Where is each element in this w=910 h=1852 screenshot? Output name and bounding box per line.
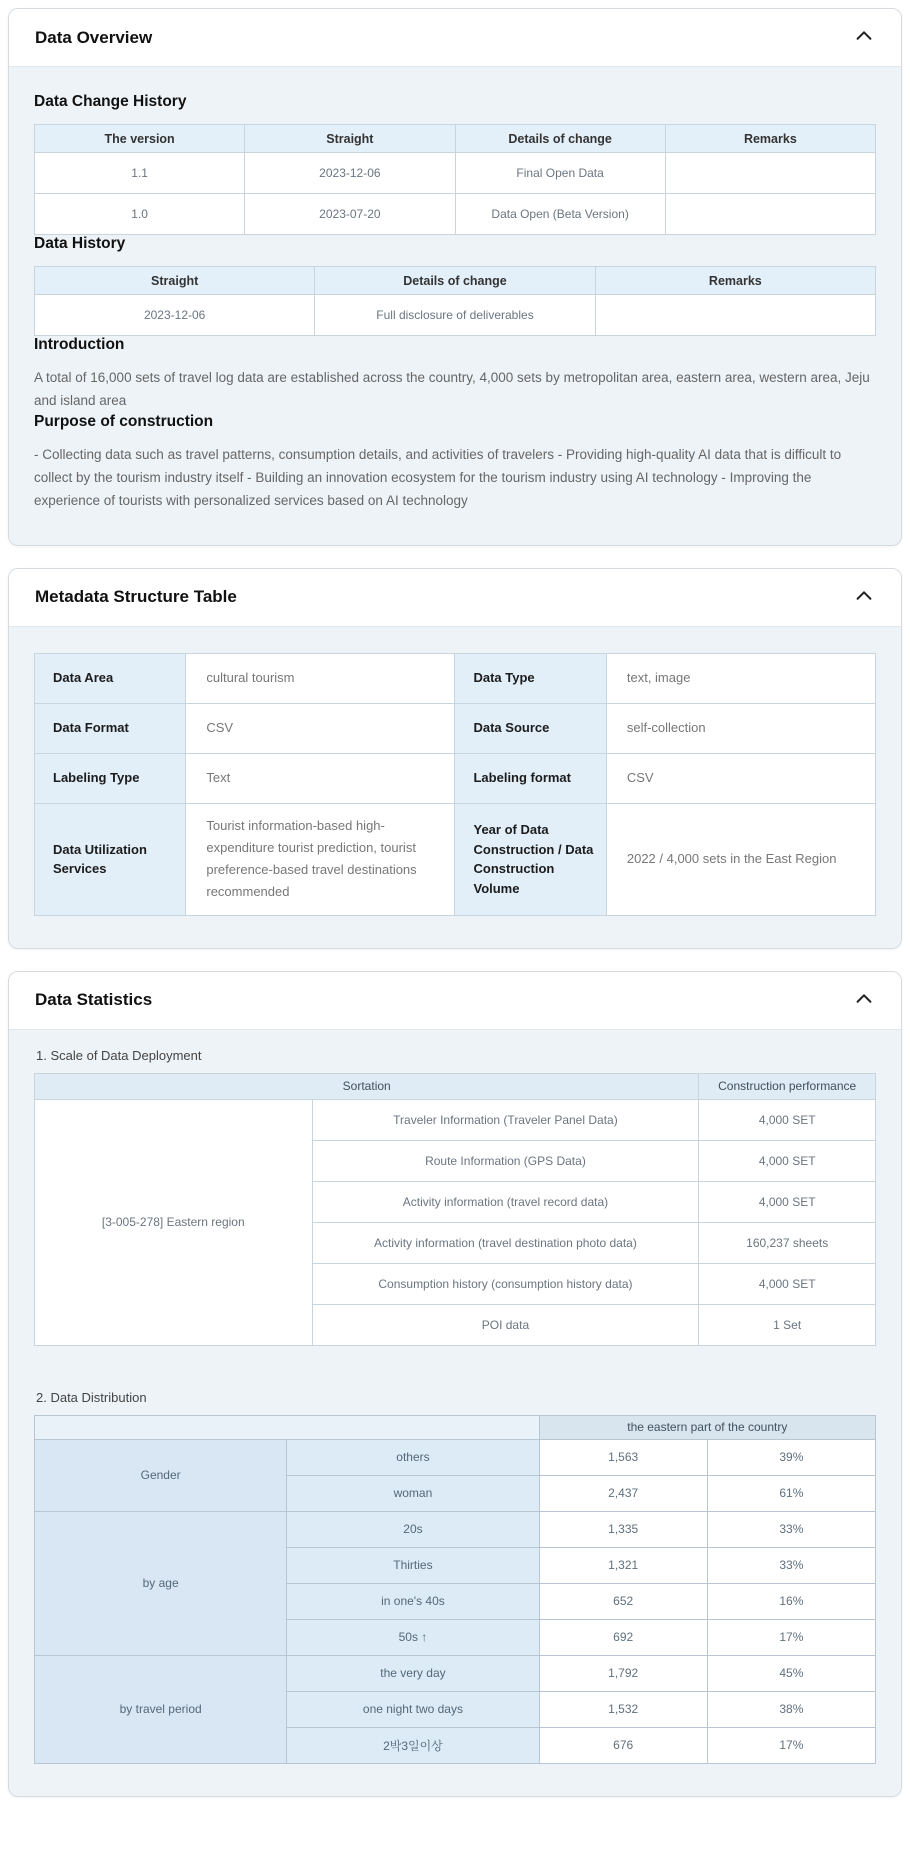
- meta-label: Data Source: [455, 703, 606, 753]
- collapse-button[interactable]: [853, 25, 875, 50]
- cell-category: 50s ↑: [287, 1619, 539, 1655]
- table-row: [35, 1439, 876, 1475]
- cell-group: by age: [35, 1511, 287, 1655]
- cell-count: 1,563: [539, 1439, 707, 1475]
- meta-label: Labeling format: [455, 753, 606, 803]
- data-statistics-panel: [8, 971, 902, 1797]
- cell-percent: 17%: [707, 1727, 875, 1763]
- cell-value: 1 Set: [699, 1304, 876, 1345]
- table-row: [35, 1099, 876, 1140]
- cell-details: Full disclosure of deliverables: [315, 295, 595, 336]
- column-header-blank: [35, 1415, 540, 1439]
- deployment-table: [34, 1073, 876, 1346]
- meta-label: Data Type: [455, 653, 606, 703]
- purpose-text: - Collecting data such as travel patterns, consumption details, and activities of travelers - Providing high-quality AI data that is difficult to collect by the tourism industry itself - Building an innovation ecosystem for the tourism industry using AI technology - Improving the experience of tourists with personalized services based on AI technology: [34, 446, 842, 508]
- cell-remarks: [665, 153, 875, 194]
- cell-category: the very day: [287, 1655, 539, 1691]
- panel-title: Metadata Structure Table: [35, 587, 237, 607]
- data-history-table: [34, 266, 876, 336]
- cell-percent: 61%: [707, 1475, 875, 1511]
- cell-version: 1.0: [35, 194, 245, 235]
- cell-remarks: [595, 295, 875, 336]
- metadata-panel: [8, 568, 902, 949]
- cell-category: 2박3일이상: [287, 1727, 539, 1763]
- cell-count: 1,335: [539, 1511, 707, 1547]
- meta-value: Text: [186, 753, 455, 803]
- meta-value: CSV: [606, 753, 875, 803]
- table-row: [35, 295, 876, 336]
- table-header-row: [35, 1073, 876, 1099]
- cell-percent: 16%: [707, 1583, 875, 1619]
- table-row: [35, 703, 876, 753]
- column-header: Details of change: [315, 267, 595, 295]
- table-row: [35, 1511, 876, 1547]
- metadata-header[interactable]: [9, 569, 901, 626]
- cell-percent: 45%: [707, 1655, 875, 1691]
- meta-value: Tourist information-based high-expenditure tourist prediction, tourist preference-based travel destinations recommended: [186, 803, 455, 915]
- table-header-row: [35, 1415, 876, 1439]
- cell-region: [3-005-278] Eastern region: [35, 1099, 313, 1345]
- cell-category: in one's 40s: [287, 1583, 539, 1619]
- cell-value: 4,000 SET: [699, 1263, 876, 1304]
- cell-count: 692: [539, 1619, 707, 1655]
- meta-value: text, image: [606, 653, 875, 703]
- collapse-button[interactable]: [853, 988, 875, 1013]
- cell-count: 652: [539, 1583, 707, 1619]
- metadata-table: [34, 653, 876, 916]
- data-history-heading: Data History: [34, 235, 126, 252]
- chevron-up-icon: [853, 988, 875, 1013]
- cell-value: 4,000 SET: [699, 1181, 876, 1222]
- column-header-sortation: Sortation: [35, 1073, 699, 1099]
- change-history-heading: Data Change History: [34, 93, 187, 110]
- cell-percent: 33%: [707, 1511, 875, 1547]
- cell-group: Gender: [35, 1439, 287, 1511]
- cell-version: 1.1: [35, 153, 245, 194]
- cell-date: 2023-12-06: [35, 295, 315, 336]
- data-overview-body: [9, 66, 901, 545]
- data-overview-header[interactable]: [9, 9, 901, 66]
- deployment-heading: 1. Scale of Data Deployment: [36, 1047, 202, 1063]
- column-header: Straight: [35, 267, 315, 295]
- table-row: [35, 753, 876, 803]
- cell-count: 1,321: [539, 1547, 707, 1583]
- introduction-heading: Introduction: [34, 336, 125, 353]
- meta-value: self-collection: [606, 703, 875, 753]
- table-row: [35, 153, 876, 194]
- data-overview-panel: [8, 8, 902, 546]
- panel-title: Data Statistics: [35, 990, 153, 1010]
- table-header-row: [35, 125, 876, 153]
- cell-category: one night two days: [287, 1691, 539, 1727]
- cell-value: 160,237 sheets: [699, 1222, 876, 1263]
- meta-value: CSV: [186, 703, 455, 753]
- table-row: [35, 194, 876, 235]
- cell-count: 1,532: [539, 1691, 707, 1727]
- cell-item: Activity information (travel record data): [312, 1181, 699, 1222]
- cell-percent: 33%: [707, 1547, 875, 1583]
- cell-category: woman: [287, 1475, 539, 1511]
- cell-item: POI data: [312, 1304, 699, 1345]
- cell-item: Activity information (travel destination photo data): [312, 1222, 699, 1263]
- panel-title: Data Overview: [35, 27, 153, 47]
- meta-label: Data Area: [35, 653, 186, 703]
- column-header: Straight: [245, 125, 455, 153]
- cell-value: 4,000 SET: [699, 1140, 876, 1181]
- cell-date: 2023-07-20: [245, 194, 455, 235]
- chevron-up-icon: [853, 25, 875, 50]
- column-header: Details of change: [455, 125, 665, 153]
- table-row: [35, 1655, 876, 1691]
- cell-percent: 17%: [707, 1619, 875, 1655]
- data-statistics-header[interactable]: [9, 972, 901, 1029]
- distribution-heading: 2. Data Distribution: [36, 1389, 147, 1405]
- change-history-table: [34, 124, 876, 235]
- chevron-up-icon: [853, 585, 875, 610]
- cell-details: Data Open (Beta Version): [455, 194, 665, 235]
- table-header-row: [35, 267, 876, 295]
- meta-label: Data Format: [35, 703, 186, 753]
- cell-percent: 39%: [707, 1439, 875, 1475]
- cell-remarks: [665, 194, 875, 235]
- cell-details: Final Open Data: [455, 153, 665, 194]
- meta-label: Data Utilization Services: [35, 803, 186, 915]
- column-header: Remarks: [665, 125, 875, 153]
- cell-date: 2023-12-06: [245, 153, 455, 194]
- cell-count: 676: [539, 1727, 707, 1763]
- cell-percent: 38%: [707, 1691, 875, 1727]
- table-row: [35, 803, 876, 915]
- column-header: Remarks: [595, 267, 875, 295]
- column-header: The version: [35, 125, 245, 153]
- cell-count: 1,792: [539, 1655, 707, 1691]
- purpose-heading: Purpose of construction: [34, 412, 214, 430]
- column-header-region: the eastern part of the country: [539, 1415, 875, 1439]
- cell-category: 20s: [287, 1511, 539, 1547]
- cell-value: 4,000 SET: [699, 1099, 876, 1140]
- cell-category: others: [287, 1439, 539, 1475]
- cell-item: Traveler Information (Traveler Panel Data): [312, 1099, 699, 1140]
- table-row: [35, 653, 876, 703]
- cell-category: Thirties: [287, 1547, 539, 1583]
- metadata-body: [9, 626, 901, 948]
- cell-item: Consumption history (consumption history data): [312, 1263, 699, 1304]
- meta-label: Year of Data Construction / Data Construction Volume: [455, 803, 606, 915]
- introduction-text: A total of 16,000 sets of travel log data are established across the country, 4,000 sets by metropolitan area, eastern area, western area, Jeju and island area: [34, 370, 870, 408]
- cell-item: Route Information (GPS Data): [312, 1140, 699, 1181]
- meta-value: cultural tourism: [186, 653, 455, 703]
- collapse-button[interactable]: [853, 585, 875, 610]
- cell-group: by travel period: [35, 1655, 287, 1763]
- data-statistics-body: [9, 1029, 901, 1796]
- meta-label: Labeling Type: [35, 753, 186, 803]
- distribution-table: [34, 1415, 876, 1764]
- cell-count: 2,437: [539, 1475, 707, 1511]
- column-header-performance: Construction performance: [699, 1073, 876, 1099]
- meta-value: 2022 / 4,000 sets in the East Region: [606, 803, 875, 915]
